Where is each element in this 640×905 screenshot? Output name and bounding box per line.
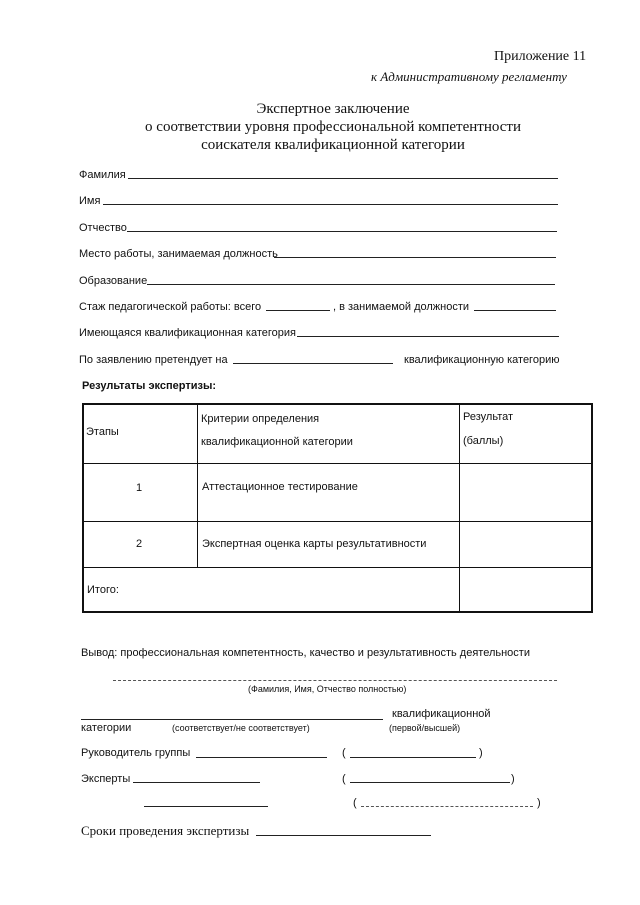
column-header-criteria: Критерии определения — [201, 413, 320, 425]
fio-field[interactable] — [113, 680, 557, 681]
experience-total-label: Стаж педагогической работы: всего — [79, 301, 262, 313]
table-border-left — [82, 403, 84, 613]
results-table — [82, 403, 593, 613]
document-subtitle-2: соискателя квалификационной категории — [201, 137, 465, 153]
table-row-1-criterion: Аттестационное тестирование — [202, 481, 358, 493]
claims-prefix-label: По заявлению претендует на — [79, 354, 228, 366]
column-header-criteria-2: квалификационной категории — [201, 436, 353, 448]
match-caption: (соответствует/не соответствует) — [172, 723, 310, 733]
deadlines-label: Сроки проведения экспертизы — [81, 823, 250, 838]
column-header-stages: Этапы — [86, 426, 119, 438]
expert-2-name-field[interactable] — [361, 806, 533, 807]
categories-label: категории — [81, 722, 132, 734]
education-label: Образование — [79, 275, 148, 287]
experience-total-field[interactable] — [266, 310, 330, 311]
current-category-label: Имеющаяся квалификационная категория — [79, 327, 296, 339]
match-field[interactable] — [81, 719, 383, 720]
expert-1-close-paren: ) — [511, 773, 515, 785]
current-category-field[interactable] — [297, 336, 559, 337]
group-leader-signature-field[interactable] — [196, 757, 327, 758]
surname-field[interactable] — [128, 178, 558, 179]
expert-2-open-paren: ( — [353, 797, 357, 809]
table-row-divider-3 — [82, 567, 593, 568]
surname-label: Фамилия — [79, 169, 126, 181]
name-label: Имя — [79, 195, 101, 207]
table-col-divider-2 — [459, 403, 460, 613]
appendix-number: Приложение 11 — [494, 49, 587, 64]
document-subtitle: о соответствии уровня профессиональной компетентности — [145, 119, 521, 135]
column-header-result: Результат — [463, 411, 514, 423]
deadlines-field[interactable] — [256, 835, 431, 836]
table-border-bottom — [82, 611, 593, 613]
table-row-divider-1 — [82, 463, 593, 464]
results-heading: Результаты экспертизы: — [82, 380, 217, 392]
experience-position-field[interactable] — [474, 310, 556, 311]
education-field[interactable] — [147, 284, 555, 285]
expert-1-open-paren: ( — [342, 773, 346, 785]
category-word: квалификационной — [392, 708, 491, 720]
expert-2-close-paren: ) — [537, 797, 541, 809]
table-row-1-stage: 1 — [136, 482, 143, 494]
table-row-2-stage: 2 — [136, 538, 143, 550]
column-header-points: (баллы) — [463, 435, 504, 447]
group-leader-close-paren: ) — [479, 747, 483, 759]
name-field[interactable] — [103, 204, 558, 205]
experience-position-label: , в занимаемой должности — [333, 301, 470, 313]
table-row-divider-2 — [82, 521, 593, 522]
workplace-label: Место работы, занимаемая должность — [79, 248, 278, 260]
claimed-category-field[interactable] — [233, 363, 393, 364]
regulation-reference: к Административному регламенту — [371, 69, 567, 84]
expert-1-name-field[interactable] — [350, 782, 510, 783]
table-border-top — [82, 403, 593, 405]
table-border-right — [591, 403, 593, 613]
group-leader-label: Руководитель группы — [81, 747, 191, 759]
fio-caption: (Фамилия, Имя, Отчество полностью) — [248, 684, 407, 694]
experts-label: Эксперты — [81, 773, 131, 785]
level-caption: (первой/высшей) — [389, 723, 461, 733]
group-leader-open-paren: ( — [342, 747, 346, 759]
workplace-field[interactable] — [274, 257, 556, 258]
table-total-label: Итого: — [87, 584, 119, 596]
document-title: Экспертное заключение — [256, 101, 410, 117]
group-leader-name-field[interactable] — [350, 757, 476, 758]
expert-2-signature-field[interactable] — [144, 806, 268, 807]
table-col-divider-1 — [197, 403, 198, 568]
table-row-2-criterion: Экспертная оценка карты результативности — [202, 538, 427, 550]
patronymic-label: Отчество — [79, 222, 127, 234]
patronymic-field[interactable] — [127, 231, 557, 232]
conclusion-text: Вывод: профессиональная компетентность, качество и результативность деятельности — [81, 647, 530, 659]
expert-1-signature-field[interactable] — [133, 782, 260, 783]
claims-suffix-label: квалификационную категорию — [404, 354, 560, 366]
